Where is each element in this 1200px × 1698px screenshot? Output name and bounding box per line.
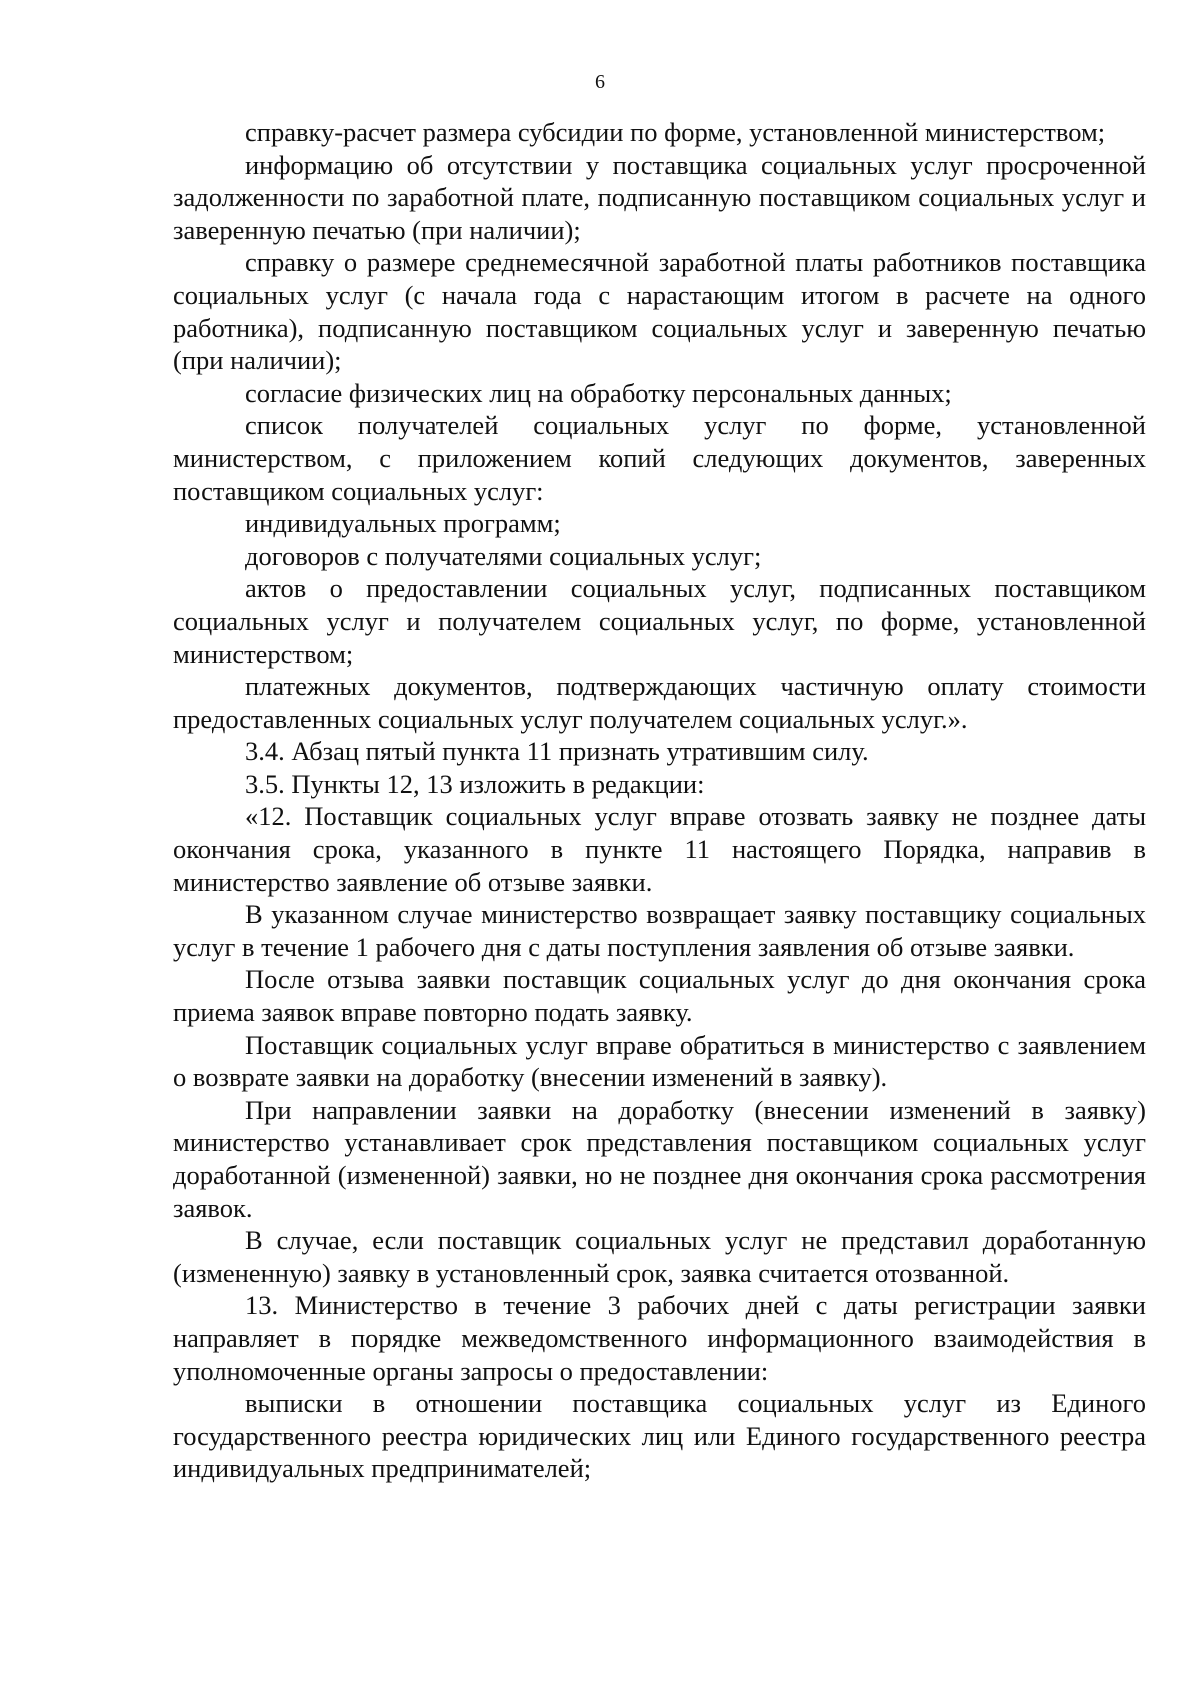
paragraph-15: Поставщик социальных услуг вправе обратиться в министерство с заявлением о возврате заявки на доработку (внесении изменений в заявку). xyxy=(173,1029,1146,1093)
paragraph-3: справку о размере среднемесячной заработной платы работников поставщика социальных услуг (с начала года с нарастающим итогом в расчете на одного работника), подписанную поставщиком социальных услуг и заверенную печатью (при наличии); xyxy=(173,247,1146,376)
paragraph-14: После отзыва заявки поставщик социальных услуг до дня окончания срока приема заявок вправе повторно подать заявку. xyxy=(173,964,1146,1028)
paragraph-4: согласие физических лиц на обработку персональных данных; xyxy=(245,377,952,408)
paragraph-8: актов о предоставлении социальных услуг, подписанных поставщиком социальных услуг и получателем социальных услуг, по форме, установленной министерством; xyxy=(173,573,1146,669)
paragraph-7: договоров с получателями социальных услуг; xyxy=(245,540,762,571)
page-number: 6 xyxy=(595,71,605,93)
paragraph-13: В указанном случае министерство возвращает заявку поставщику социальных услуг в течение 1 рабочего дня с даты поступления заявления об отзыве заявки. xyxy=(173,899,1146,962)
paragraph-17: В случае, если поставщик социальных услуг не представил доработанную (измененную) заявку в установленный срок, заявка считается отозванной. xyxy=(173,1225,1146,1288)
paragraph-1: справку-расчет размера субсидии по форме, установленной министерством; xyxy=(245,117,1106,147)
paragraph-18: 13. Министерство в течение 3 рабочих дней с даты регистрации заявки направляет в порядке межведомственного информационного взаимодействия в уполномоченные органы запросы о предоставлении: xyxy=(173,1290,1146,1386)
paragraph-5: список получателей социальных услуг по форме, установленной министерством, с приложением копий следующих документов, заверенных поставщиком социальных услуг: xyxy=(173,410,1146,506)
paragraph-6: индивидуальных программ; xyxy=(245,508,561,539)
paragraph-16: При направлении заявки на доработку (внесении изменений в заявку) министерство устанавливает срок представления поставщиком социальных услуг доработанной (измененной) заявки, но не позднее дня окончания срока рассмотрения заявок. xyxy=(173,1094,1146,1223)
paragraph-12: «12. Поставщик социальных услуг вправе отозвать заявку не позднее даты окончания срока, указанного в пункте 11 настоящего Порядка, направив в министерство заявление об отзыве заявки. xyxy=(173,801,1146,897)
paragraph-2: информацию об отсутствии у поставщика социальных услуг просроченной задолженности по заработной плате, подписанную поставщиком социальных услуг и заверенную печатью (при наличии); xyxy=(173,149,1146,245)
paragraph-9: платежных документов, подтверждающих частичную оплату стоимости предоставленных социальных услуг получателем социальных услуг.». xyxy=(173,671,1146,734)
paragraph-19: выписки в отношении поставщика социальных услуг из Единого государственного реестра юридических лиц или Единого государственного реестра индивидуальных предпринимателей; xyxy=(173,1388,1146,1484)
paragraph-11: 3.5. Пункты 12, 13 изложить в редакции: xyxy=(245,768,705,799)
document-body xyxy=(173,116,1146,1485)
paragraph-10: 3.4. Абзац пятый пункта 11 признать утратившим силу. xyxy=(245,736,869,767)
